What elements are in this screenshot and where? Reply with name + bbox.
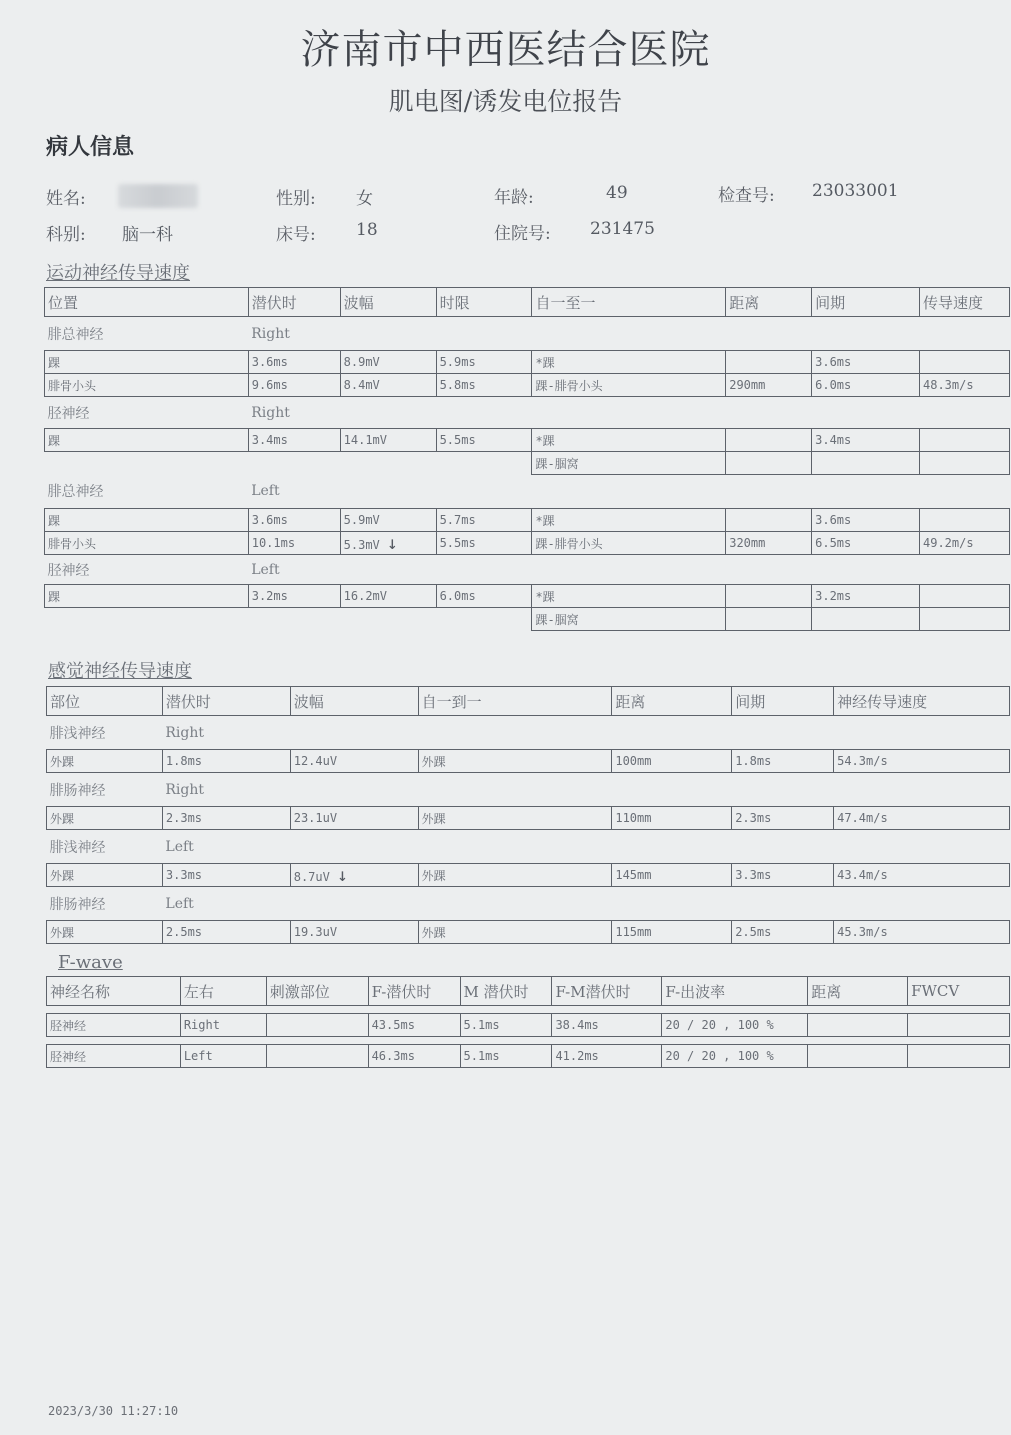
table-row — [47, 1014, 1010, 1037]
cell — [920, 585, 1010, 608]
table-row — [45, 509, 1010, 532]
cell: 3.4ms — [248, 429, 340, 452]
cell — [920, 351, 1010, 374]
inpatient-no-value: 231475 — [590, 219, 655, 239]
print-timestamp: 2023/3/30 11:27:10 — [48, 1404, 179, 1418]
col-header: 自一到一 — [418, 687, 612, 716]
table-row — [45, 532, 1010, 555]
cell: 6.0ms — [436, 585, 532, 608]
col-header: 左右 — [180, 977, 266, 1006]
fwave-header-row — [47, 977, 1010, 1006]
cell: 110mm — [612, 807, 732, 830]
cell: 1.8ms — [162, 750, 290, 773]
cell: 胫神经 — [47, 1014, 181, 1037]
exam-no-label: 检查号: — [718, 186, 775, 206]
cell: 踝-腓骨小头 — [532, 532, 726, 555]
col-header: 距离 — [612, 687, 732, 716]
cell: 外踝 — [47, 921, 163, 944]
cell: 115mm — [612, 921, 732, 944]
cell: 48.3m/s — [920, 374, 1010, 397]
cell: 5.9ms — [436, 351, 532, 374]
cell: *踝 — [532, 429, 726, 452]
cell: 23.1uV — [290, 807, 418, 830]
col-header: M 潜伏时 — [460, 977, 552, 1006]
cell: 8.7uV — [293, 869, 330, 884]
cell: Right — [180, 1014, 266, 1037]
cell — [920, 509, 1010, 532]
hospital-name: 济南市中西医结合医院 — [300, 27, 711, 73]
cell: 外踝 — [47, 807, 163, 830]
cell: 3.3ms — [732, 864, 834, 887]
sensory-section-title: 感觉神经传导速度 — [48, 661, 192, 682]
cell: 1.8ms — [732, 750, 834, 773]
side-label: Left — [165, 838, 194, 855]
cell: 45.3m/s — [834, 921, 1010, 944]
side-label: Right — [251, 404, 290, 421]
table-row — [45, 585, 1010, 608]
nerve-name: 腓浅神经 — [49, 839, 106, 856]
cell: 外踝 — [418, 807, 612, 830]
side-label: Left — [165, 895, 194, 912]
col-header: 距离 — [726, 288, 812, 317]
cell: 3.6ms — [248, 351, 340, 374]
cell: 踝 — [45, 509, 249, 532]
cell: 外踝 — [418, 864, 612, 887]
name-label: 姓名: — [46, 189, 86, 209]
cell: 20 / 20 , 100 % — [662, 1045, 808, 1068]
sex-label: 性别: — [276, 189, 316, 209]
cell: 320mm — [726, 532, 812, 555]
cell: 腓骨小头 — [45, 532, 249, 555]
cell: 43.4m/s — [834, 864, 1010, 887]
cell — [812, 608, 920, 631]
cell: 47.4m/s — [834, 807, 1010, 830]
side-label: Right — [165, 781, 205, 798]
sensory-header-row — [47, 687, 1010, 716]
cell: 外踝 — [47, 750, 163, 773]
nerve-name: 腓总神经 — [47, 326, 104, 343]
cell: 290mm — [726, 374, 812, 397]
cell: 100mm — [612, 750, 732, 773]
cell: 2.5ms — [162, 921, 290, 944]
col-header: 波幅 — [340, 288, 436, 317]
table-row — [47, 921, 1010, 944]
cell — [808, 1014, 908, 1037]
age-label: 年龄: — [494, 188, 534, 208]
col-header: 神经传导速度 — [834, 687, 1010, 716]
cell: 3.3ms — [162, 864, 290, 887]
cell — [726, 608, 812, 631]
cell: 14.1mV — [340, 429, 436, 452]
table-row — [45, 351, 1010, 374]
cell: 外踝 — [418, 921, 612, 944]
cell: 10.1ms — [248, 532, 340, 555]
cell: 3.2ms — [248, 585, 340, 608]
side-label: Right — [251, 325, 290, 342]
cell: 145mm — [612, 864, 732, 887]
col-header: F-M潜伏时 — [552, 977, 662, 1006]
cell: 3.6ms — [812, 351, 920, 374]
cell: 2.3ms — [162, 807, 290, 830]
cell: *踝 — [532, 585, 726, 608]
cell — [920, 429, 1010, 452]
cell: 16.2mV — [340, 585, 436, 608]
table-row — [47, 807, 1010, 830]
nerve-name: 腓总神经 — [47, 484, 104, 501]
col-header: 刺激部位 — [266, 977, 368, 1006]
cell — [920, 608, 1010, 631]
cell: 踝-腘窝 — [532, 452, 726, 475]
motor-section-title: 运动神经传导速度 — [46, 263, 190, 284]
side-label: Left — [251, 561, 280, 578]
cell: 12.4uV — [290, 750, 418, 773]
col-header: 自一至一 — [532, 288, 726, 317]
cell: 6.0ms — [812, 374, 920, 397]
cell — [266, 1014, 368, 1037]
cell: 踝 — [45, 429, 249, 452]
cell: 踝 — [45, 351, 249, 374]
cell: 外踝 — [47, 864, 163, 887]
cell: 外踝 — [418, 750, 612, 773]
cell — [266, 1045, 368, 1068]
cell: Left — [180, 1045, 266, 1068]
cell: 2.3ms — [732, 807, 834, 830]
cell: 踝-腓骨小头 — [532, 374, 726, 397]
table-row — [45, 429, 1010, 452]
cell — [908, 1014, 1010, 1037]
cell-with-mark — [340, 532, 436, 555]
col-header: 潜伏时 — [248, 288, 340, 317]
cell: 胫神经 — [47, 1045, 181, 1068]
cell: 20 / 20 , 100 % — [662, 1014, 808, 1037]
cell — [920, 452, 1010, 475]
exam-no-value: 23033001 — [812, 181, 899, 201]
cell — [908, 1045, 1010, 1068]
cell: 5.7ms — [436, 509, 532, 532]
cell: 5.9mV — [340, 509, 436, 532]
cell: 49.2m/s — [920, 532, 1010, 555]
col-header: 距离 — [808, 977, 908, 1006]
nerve-name: 腓浅神经 — [49, 725, 106, 742]
bed-label: 床号: — [276, 225, 316, 245]
cell: 9.6ms — [248, 374, 340, 397]
patient-section-title: 病人信息 — [46, 135, 135, 160]
side-label: Right — [165, 724, 205, 741]
cell: 41.2ms — [552, 1045, 662, 1068]
table-row — [47, 750, 1010, 773]
cell: 腓骨小头 — [45, 374, 249, 397]
cell: *踝 — [532, 509, 726, 532]
cell — [808, 1045, 908, 1068]
inpatient-no-label: 住院号: — [494, 224, 551, 244]
cell: 3.4ms — [812, 429, 920, 452]
nerve-name: 胫神经 — [47, 405, 90, 422]
cell: 5.1ms — [460, 1014, 552, 1037]
side-label: Left — [251, 483, 280, 500]
cell: 19.3uV — [290, 921, 418, 944]
col-header: 间期 — [732, 687, 834, 716]
col-header: 传导速度 — [920, 288, 1010, 317]
table-row — [47, 1045, 1010, 1068]
cell: 3.2ms — [812, 585, 920, 608]
fwave-section-title: F-wave — [58, 952, 123, 973]
cell: 5.5ms — [436, 429, 532, 452]
cell: 38.4ms — [552, 1014, 662, 1037]
nerve-name: 腓肠神经 — [49, 782, 106, 799]
cell-with-mark — [290, 864, 418, 887]
table-row — [47, 864, 1010, 887]
dept-label: 科别: — [46, 225, 86, 245]
col-header: 位置 — [45, 288, 249, 317]
cell: 2.5ms — [732, 921, 834, 944]
col-header: FWCV — [908, 977, 1010, 1006]
cell — [726, 452, 812, 475]
motor-nerve-table — [44, 287, 1010, 631]
sensory-nerve-table — [46, 686, 1010, 944]
col-header: 间期 — [812, 288, 920, 317]
cell: 5.3mV — [343, 537, 380, 552]
col-header: 潜伏时 — [162, 687, 290, 716]
nerve-name: 胫神经 — [47, 562, 90, 579]
col-header: 部位 — [47, 687, 163, 716]
down-mark: ↓ — [337, 864, 348, 886]
motor-header-row — [45, 288, 1010, 317]
col-header: 波幅 — [290, 687, 418, 716]
cell: 5.5ms — [436, 532, 532, 555]
cell: 5.8ms — [436, 374, 532, 397]
cell: 3.6ms — [812, 509, 920, 532]
report-title: 肌电图/诱发电位报告 — [388, 87, 623, 116]
col-header: F-出波率 — [662, 977, 808, 1006]
cell — [726, 429, 812, 452]
table-row — [45, 374, 1010, 397]
sex-value: 女 — [356, 189, 373, 209]
cell: 8.4mV — [340, 374, 436, 397]
nerve-name: 腓肠神经 — [49, 896, 106, 913]
cell: 5.1ms — [460, 1045, 552, 1068]
dept-value: 脑一科 — [122, 225, 173, 245]
cell: 43.5ms — [368, 1014, 460, 1037]
col-header: F-潜伏时 — [368, 977, 460, 1006]
col-header: 时限 — [436, 288, 532, 317]
bed-value: 18 — [356, 220, 378, 240]
fwave-table — [46, 976, 1010, 1068]
cell: *踝 — [532, 351, 726, 374]
age-value: 49 — [606, 183, 628, 203]
cell — [726, 351, 812, 374]
cell: 踝-腘窝 — [532, 608, 726, 631]
cell: 8.9mV — [340, 351, 436, 374]
cell — [812, 452, 920, 475]
cell: 3.6ms — [248, 509, 340, 532]
down-mark: ↓ — [387, 532, 398, 554]
table-row — [45, 608, 1010, 631]
col-header: 神经名称 — [47, 977, 181, 1006]
cell — [726, 585, 812, 608]
cell: 46.3ms — [368, 1045, 460, 1068]
table-row — [45, 452, 1010, 475]
cell — [726, 509, 812, 532]
cell: 6.5ms — [812, 532, 920, 555]
name-redacted — [118, 184, 198, 208]
cell: 踝 — [45, 585, 249, 608]
cell: 54.3m/s — [834, 750, 1010, 773]
